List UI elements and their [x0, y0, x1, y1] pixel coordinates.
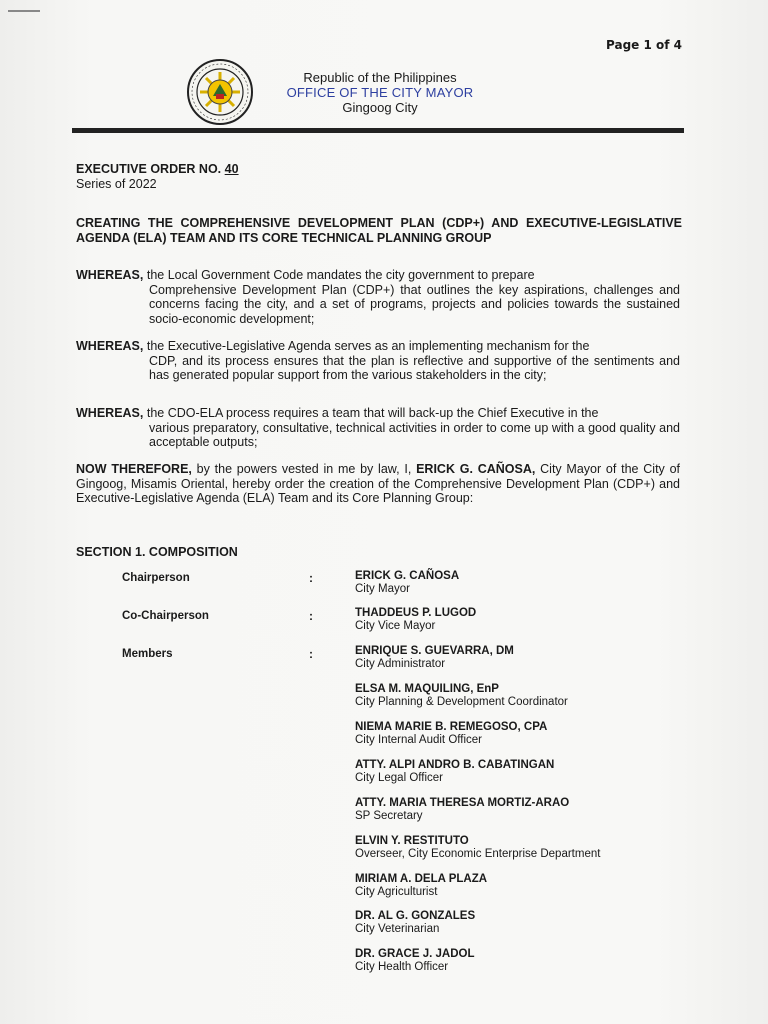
member-name: ENRIQUE S. GUEVARRA, DM	[355, 645, 514, 657]
member-entry	[355, 835, 600, 861]
whereas-first-line: the CDO-ELA process requires a team that will back-up the Chief Executive in the	[146, 406, 599, 420]
member-entry	[355, 873, 487, 899]
member-name: DR. AL G. GONZALES	[355, 910, 476, 922]
whereas-paragraph-2	[76, 339, 680, 383]
member-position: City Planning & Development Coordinator	[355, 696, 568, 708]
member-entry	[355, 607, 476, 633]
member-position: City Vice Mayor	[355, 620, 436, 632]
whereas-first-line: the Executive-Legislative Agenda serves as an implementing mechanism for the	[146, 339, 590, 353]
member-position: Overseer, City Economic Enterprise Department	[355, 848, 601, 860]
now-therefore-text: by the powers vested in me by law, I,	[196, 462, 412, 476]
member-entry	[355, 910, 475, 936]
role-colon: :	[309, 647, 313, 661]
now-therefore-text-rest: City Mayor of the City of Gingoog, Misamis Oriental, hereby order the creation of the Comprehensive Development Plan (CDP+) and Executive-Legislative Agenda (ELA) Team and its Core Planning Group:	[76, 462, 680, 505]
role-label: Chairperson	[122, 572, 190, 584]
role-colon: :	[309, 571, 313, 585]
whereas-body: CDP, and its process ensures that the plan is reflective and supportive of the sentiments and has generated popular support from the various stakeholders in the city;	[149, 353, 680, 382]
member-position: City Mayor	[355, 583, 410, 595]
whereas-lead: WHEREAS,	[76, 339, 144, 353]
whereas-paragraph-3	[76, 406, 680, 450]
member-name: ELSA M. MAQUILING, EnP	[355, 683, 499, 695]
whereas-paragraph-1	[76, 268, 680, 326]
page-number: Page 1 of 4	[606, 38, 682, 52]
executive-order-block	[76, 162, 239, 192]
member-name: ELVIN Y. RESTITUTO	[355, 835, 469, 847]
city-seal-logo	[186, 58, 254, 126]
whereas-first-line: the Local Government Code mandates the city government to prepare	[146, 268, 535, 282]
member-position: City Health Officer	[355, 961, 449, 973]
role-label: Members	[122, 648, 173, 660]
member-position: City Administrator	[355, 658, 446, 670]
order-heading: CREATING THE COMPREHENSIVE DEVELOPMENT PLAN (CDP+) AND EXECUTIVE-LEGISLATIVE AGENDA (ELA) TEAM AND ITS CORE TECHNICAL PLANNING GROUP	[76, 216, 682, 245]
member-name: DR. GRACE J. JADOL	[355, 948, 475, 960]
section-heading: SECTION 1. COMPOSITION	[76, 545, 238, 559]
member-position: City Legal Officer	[355, 772, 443, 784]
executive-order-title	[76, 162, 239, 177]
member-name: NIEMA MARIE B. REMEGOSO, CPA	[355, 721, 548, 733]
member-name: MIRIAM A. DELA PLAZA	[355, 873, 488, 885]
member-name: ATTY. MARIA THERESA MORTIZ-ARAO	[355, 797, 570, 809]
member-position: City Internal Audit Officer	[355, 734, 482, 746]
letterhead	[250, 70, 510, 115]
member-position: City Agriculturist	[355, 886, 438, 898]
role-colon: :	[309, 609, 313, 623]
office-line: OFFICE OF THE CITY MAYOR	[286, 85, 474, 100]
member-position: SP Secretary	[355, 810, 423, 822]
now-therefore-paragraph	[76, 462, 680, 506]
city-line: Gingoog City	[342, 100, 418, 115]
member-entry	[355, 759, 554, 785]
member-entry	[355, 683, 568, 709]
executive-order-prefix: EXECUTIVE ORDER NO.	[76, 162, 222, 176]
whereas-lead: WHEREAS,	[76, 406, 144, 420]
member-name: THADDEUS P. LUGOD	[355, 607, 477, 619]
series-line: Series of 2022	[76, 177, 157, 191]
republic-line: Republic of the Philippines	[303, 70, 457, 85]
header-rule	[72, 128, 684, 133]
mayor-name: ERICK G. CAÑOSA,	[416, 462, 536, 476]
member-entry	[355, 570, 459, 596]
member-entry	[355, 948, 475, 974]
executive-order-number: 40	[224, 162, 239, 176]
whereas-body: Comprehensive Development Plan (CDP+) that outlines the key aspirations, challenges and concerns facing the city, and a set of programs, projects and policies towards the sustained socio-economic development;	[149, 282, 680, 326]
member-name: ERICK G. CAÑOSA	[355, 570, 460, 582]
whereas-lead: WHEREAS,	[76, 268, 144, 282]
member-entry	[355, 721, 547, 747]
role-label: Co-Chairperson	[122, 610, 209, 622]
member-entry	[355, 645, 514, 671]
scan-mark	[8, 10, 40, 12]
member-name: ATTY. ALPI ANDRO B. CABATINGAN	[355, 759, 555, 771]
member-entry	[355, 797, 569, 823]
member-position: City Veterinarian	[355, 923, 440, 935]
now-therefore-lead: NOW THEREFORE,	[76, 462, 192, 476]
whereas-body: various preparatory, consultative, technical activities in order to come up with a good quality and acceptable outputs;	[149, 420, 680, 449]
